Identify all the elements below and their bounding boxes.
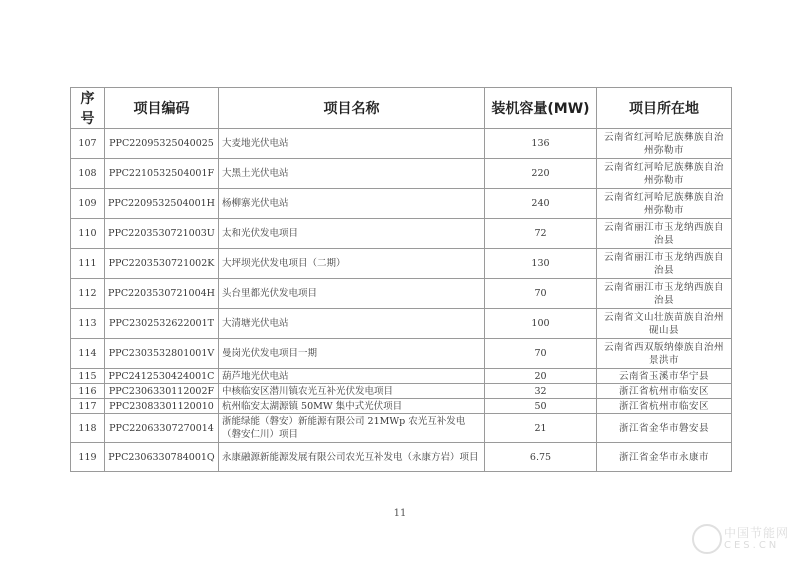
table-row	[71, 129, 732, 159]
cell-location: 云南省丽江市玉龙纳西族自治县	[597, 249, 732, 279]
cell-location: 云南省红河哈尼族彝族自治州弥勒市	[597, 189, 732, 219]
cell-location: 云南省玉溪市华宁县	[597, 369, 732, 384]
cell-no: 119	[71, 443, 105, 472]
header-location: 项目所在地	[597, 88, 732, 129]
cell-no: 109	[71, 189, 105, 219]
cell-capacity: 72	[485, 219, 597, 249]
cell-no: 112	[71, 279, 105, 309]
cell-name: 中核临安区潜川镇农光互补光伏发电项目	[219, 384, 485, 399]
table-row	[71, 219, 732, 249]
cell-name: 葫芦地光伏电站	[219, 369, 485, 384]
cell-capacity: 220	[485, 159, 597, 189]
cell-code: PPC2209532504001H	[105, 189, 219, 219]
cell-code: PPC2306330784001Q	[105, 443, 219, 472]
cell-no: 113	[71, 309, 105, 339]
cell-code: PPC2302532622001T	[105, 309, 219, 339]
cell-no: 111	[71, 249, 105, 279]
cell-no: 107	[71, 129, 105, 159]
page-number: 11	[393, 508, 407, 519]
header-serial-number: 序号	[71, 88, 105, 129]
cell-name: 头台里都光伏发电项目	[219, 279, 485, 309]
cell-capacity: 20	[485, 369, 597, 384]
table-row	[71, 414, 732, 443]
cell-location: 云南省丽江市玉龙纳西族自治县	[597, 219, 732, 249]
cell-location: 云南省红河哈尼族彝族自治州弥勒市	[597, 129, 732, 159]
cell-location: 浙江省金华市磐安县	[597, 414, 732, 443]
cell-capacity: 100	[485, 309, 597, 339]
cell-code: PPC2203530721004H	[105, 279, 219, 309]
cell-code: PPC2210532504001F	[105, 159, 219, 189]
project-table	[70, 87, 732, 472]
cell-capacity: 136	[485, 129, 597, 159]
table-row	[71, 399, 732, 414]
table-row	[71, 443, 732, 472]
table-row	[71, 384, 732, 399]
watermark-logo-icon	[692, 524, 722, 554]
cell-code: PPC2203530721002K	[105, 249, 219, 279]
cell-code: PPC2303532801001V	[105, 339, 219, 369]
cell-code: PPC2306330112002F	[105, 384, 219, 399]
cell-name: 大黑土光伏电站	[219, 159, 485, 189]
cell-location: 云南省文山壮族苗族自治州砚山县	[597, 309, 732, 339]
cell-location: 云南省红河哈尼族彝族自治州弥勒市	[597, 159, 732, 189]
cell-location: 浙江省杭州市临安区	[597, 384, 732, 399]
table-row	[71, 309, 732, 339]
cell-name: 杨柳寨光伏电站	[219, 189, 485, 219]
cell-capacity: 70	[485, 339, 597, 369]
cell-code: PPC22095325040025	[105, 129, 219, 159]
cell-code: PPC23083301120010	[105, 399, 219, 414]
table-row	[71, 159, 732, 189]
header-project-name: 项目名称	[219, 88, 485, 129]
cell-code: PPC22063307270014	[105, 414, 219, 443]
cell-code: PPC2412530424001C	[105, 369, 219, 384]
cell-no: 116	[71, 384, 105, 399]
cell-location: 云南省丽江市玉龙纳西族自治县	[597, 279, 732, 309]
cell-location: 浙江省金华市永康市	[597, 443, 732, 472]
watermark	[690, 522, 800, 562]
table-row	[71, 279, 732, 309]
cell-no: 114	[71, 339, 105, 369]
table-row	[71, 249, 732, 279]
cell-location: 云南省西双版纳傣族自治州景洪市	[597, 339, 732, 369]
cell-capacity: 6.75	[485, 443, 597, 472]
cell-capacity: 70	[485, 279, 597, 309]
cell-name: 永康融源新能源发展有限公司农光互补发电（永康方岩）项目	[219, 443, 485, 472]
header-project-code: 项目编码	[105, 88, 219, 129]
cell-no: 110	[71, 219, 105, 249]
table-header-row	[71, 88, 732, 129]
cell-location: 浙江省杭州市临安区	[597, 399, 732, 414]
table-row	[71, 189, 732, 219]
cell-no: 118	[71, 414, 105, 443]
table-row	[71, 369, 732, 384]
table-row	[71, 339, 732, 369]
cell-code: PPC2203530721003U	[105, 219, 219, 249]
watermark-text-cn: 中国节能网	[724, 526, 790, 540]
cell-capacity: 240	[485, 189, 597, 219]
cell-name: 大麦地光伏电站	[219, 129, 485, 159]
cell-name: 太和光伏发电项目	[219, 219, 485, 249]
cell-name: 大坪坝光伏发电项目（二期）	[219, 249, 485, 279]
cell-no: 108	[71, 159, 105, 189]
cell-name: 浙能绿能（磐安）新能源有限公司 21MWp 农光互补发电（磐安仁川）项目	[219, 414, 485, 443]
cell-capacity: 21	[485, 414, 597, 443]
cell-capacity: 32	[485, 384, 597, 399]
header-capacity: 装机容量(MW)	[485, 88, 597, 129]
cell-no: 117	[71, 399, 105, 414]
cell-name: 杭州临安太湖源镇 50MW 集中式光伏项目	[219, 399, 485, 414]
watermark-text-en: CES.CN	[724, 540, 780, 551]
cell-name: 曼岗光伏发电项目一期	[219, 339, 485, 369]
cell-no: 115	[71, 369, 105, 384]
cell-name: 大清塘光伏电站	[219, 309, 485, 339]
cell-capacity: 130	[485, 249, 597, 279]
cell-capacity: 50	[485, 399, 597, 414]
